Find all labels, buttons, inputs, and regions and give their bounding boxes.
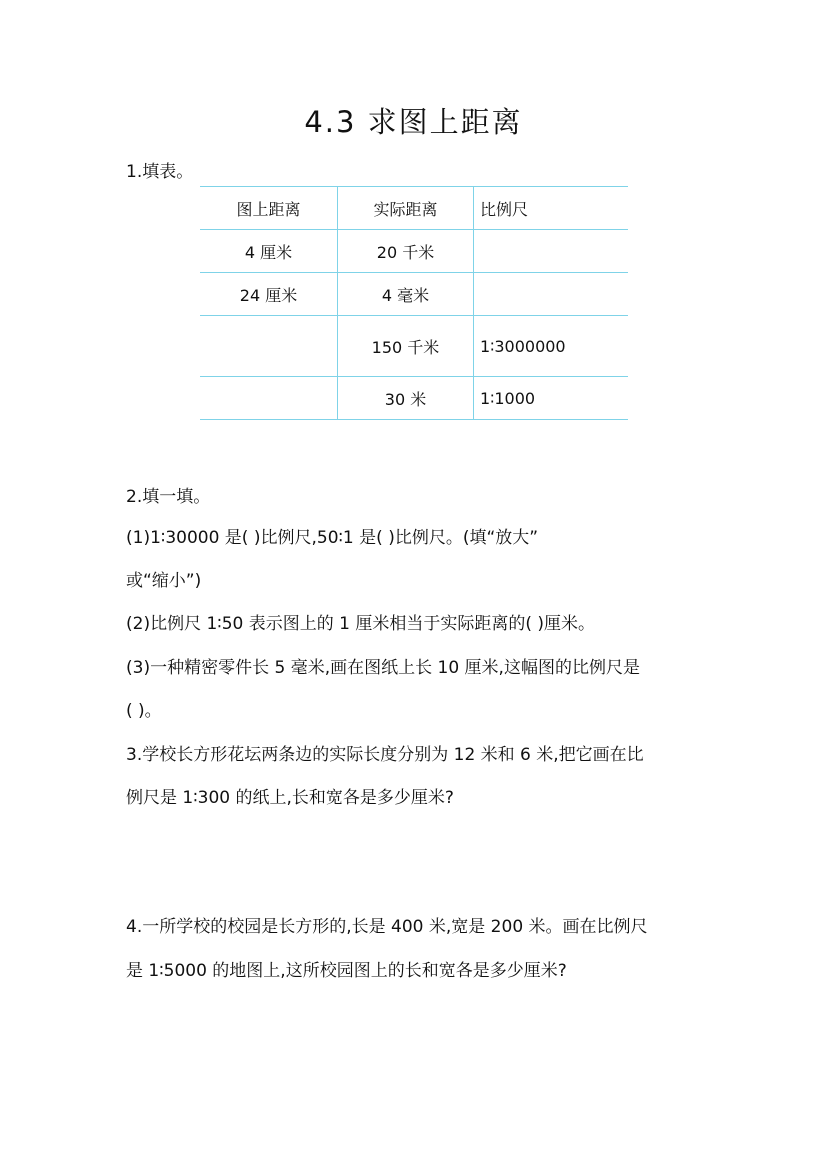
fill-table [200,186,628,420]
table-cell: 4 厘米 [200,230,338,273]
answer-cell[interactable] [200,316,338,377]
header-actual-distance: 实际距离 [338,187,474,230]
table-header-row [200,187,628,230]
page-title: 4.3 求图上距离 [304,105,523,139]
header-map-distance: 图上距离 [200,187,338,230]
answer-cell[interactable] [474,230,629,273]
table-row [200,230,628,273]
table-cell: 4 毫米 [338,273,474,316]
q2-line-5: ( )。 [126,701,162,721]
q1-label: 1.填表。 [126,162,194,182]
q2-line-3: (2)比例尺 1∶50 表示图上的 1 厘米相当于实际距离的( )厘米。 [126,614,596,634]
table-cell: 30 米 [338,377,474,420]
table-cell: 20 千米 [338,230,474,273]
table-cell: 1∶1000 [474,377,629,420]
q2-line-4: (3)一种精密零件长 5 毫米,画在图纸上长 10 厘米,这幅图的比例尺是 [126,658,640,678]
q2-label: 2.填一填。 [126,487,211,507]
table-cell: 24 厘米 [200,273,338,316]
q2-line-1: (1)1∶30000 是( )比例尺,50∶1 是( )比例尺。(填“放大” [126,528,539,548]
table-row [200,377,628,420]
q2-line-2: 或“缩小”) [126,571,202,591]
header-scale: 比例尺 [474,187,629,230]
table-cell: 150 千米 [338,316,474,377]
q3-line-2: 例尺是 1∶300 的纸上,长和宽各是多少厘米? [126,788,454,808]
q3-line-1: 3.学校长方形花坛两条边的实际长度分别为 12 米和 6 米,把它画在比 [126,745,644,765]
table-row [200,273,628,316]
answer-cell[interactable] [200,377,338,420]
q4-line-2: 是 1∶5000 的地图上,这所校园图上的长和宽各是多少厘米? [126,961,567,981]
answer-cell[interactable] [474,273,629,316]
q4-line-1: 4.一所学校的校园是长方形的,长是 400 米,宽是 200 米。画在比例尺 [126,917,648,937]
table-cell: 1∶3000000 [474,316,629,377]
table-row [200,316,628,377]
